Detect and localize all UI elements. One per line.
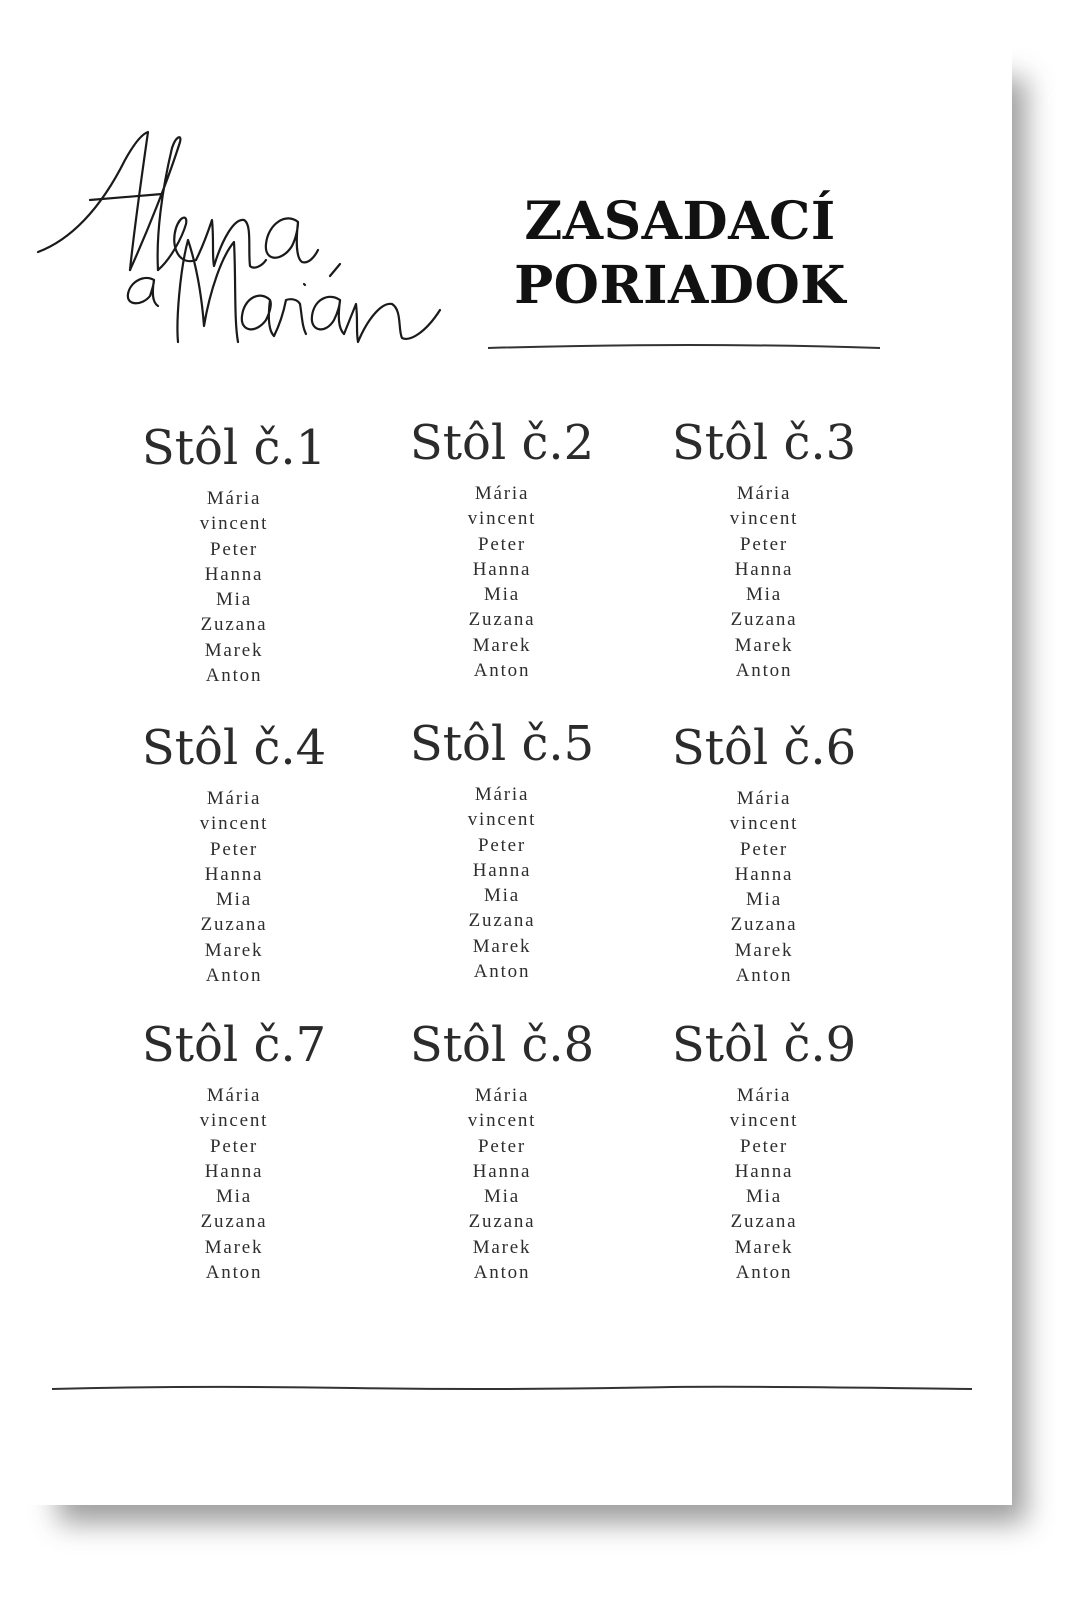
- guest-name: Hanna: [734, 863, 794, 885]
- guest-name: Anton: [735, 965, 793, 987]
- guest-name: Marek: [734, 1236, 794, 1258]
- table-title: Stôl č.9: [671, 1017, 857, 1073]
- guest-name: vincent: [199, 1110, 269, 1132]
- guest-name: Hanna: [204, 1160, 264, 1182]
- guest-name: Anton: [473, 1262, 531, 1284]
- guest-list: [382, 481, 622, 683]
- table-title: Stôl č.8: [409, 1017, 595, 1073]
- table-block: [382, 415, 622, 683]
- table-block: [114, 420, 354, 688]
- table-block: [644, 1017, 884, 1285]
- guest-name: Anton: [205, 965, 263, 987]
- guest-name: Mia: [483, 885, 520, 907]
- seating-plan-title: [490, 190, 870, 318]
- guest-name: Mária: [736, 1085, 792, 1106]
- guest-list: [114, 1083, 354, 1285]
- guest-name: Marek: [204, 939, 264, 961]
- guest-name: Anton: [473, 660, 531, 682]
- table-block: [382, 716, 622, 984]
- guest-name: Anton: [735, 1262, 793, 1284]
- guest-name: Anton: [473, 961, 531, 983]
- guest-name: Mia: [215, 1186, 252, 1208]
- guest-name: Hanna: [204, 863, 264, 885]
- guest-name: vincent: [467, 508, 537, 530]
- guest-name: Zuzana: [200, 1211, 268, 1233]
- guest-list: [644, 481, 884, 683]
- guest-list: [382, 1083, 622, 1285]
- guest-name: Zuzana: [730, 1211, 798, 1233]
- guest-name: Mia: [215, 889, 252, 911]
- guest-name: Peter: [209, 1135, 259, 1157]
- guest-name: Mária: [474, 784, 530, 805]
- guest-name: Peter: [477, 1135, 527, 1157]
- guest-name: Mária: [206, 788, 262, 809]
- guest-name: Marek: [472, 634, 532, 656]
- couple-names-script: [30, 120, 450, 360]
- guest-name: Anton: [205, 1262, 263, 1284]
- guest-name: Mia: [215, 589, 252, 611]
- guest-name: Mia: [745, 584, 782, 606]
- guest-name: Anton: [735, 660, 793, 682]
- guest-name: vincent: [199, 513, 269, 535]
- guest-name: Mia: [483, 1186, 520, 1208]
- bottom-divider: [52, 1380, 972, 1396]
- guest-name: vincent: [729, 1110, 799, 1132]
- guest-name: Peter: [209, 838, 259, 860]
- guest-list: [114, 486, 354, 688]
- table-title: Stôl č.2: [409, 415, 595, 471]
- table-block: [382, 1017, 622, 1285]
- table-title: Stôl č.6: [671, 720, 857, 776]
- guest-name: Peter: [739, 838, 789, 860]
- guest-name: Marek: [204, 1236, 264, 1258]
- guest-list: [114, 786, 354, 988]
- guest-list: [644, 1083, 884, 1285]
- guest-name: Hanna: [734, 1160, 794, 1182]
- guest-name: Anton: [205, 665, 263, 687]
- guest-name: Mia: [483, 584, 520, 606]
- guest-name: Marek: [734, 634, 794, 656]
- title-underline: [488, 340, 880, 354]
- guest-name: vincent: [467, 809, 537, 831]
- guest-name: Peter: [477, 834, 527, 856]
- guest-name: Hanna: [734, 558, 794, 580]
- guest-list: [382, 782, 622, 984]
- table-block: [644, 720, 884, 988]
- guest-name: Peter: [477, 533, 527, 555]
- table-block: [114, 720, 354, 988]
- table-title: Stôl č.5: [409, 716, 595, 772]
- guest-list: [644, 786, 884, 988]
- table-block: [644, 415, 884, 683]
- table-title: Stôl č.7: [141, 1017, 327, 1073]
- guest-name: vincent: [467, 1110, 537, 1132]
- guest-name: Zuzana: [200, 914, 268, 936]
- guest-name: Peter: [739, 1135, 789, 1157]
- guest-name: Marek: [204, 639, 264, 661]
- guest-name: Zuzana: [730, 609, 798, 631]
- guest-name: vincent: [729, 813, 799, 835]
- guest-name: Peter: [739, 533, 789, 555]
- guest-name: Zuzana: [468, 1211, 536, 1233]
- table-title: Stôl č.3: [671, 415, 857, 471]
- table-title: Stôl č.4: [141, 720, 327, 776]
- guest-name: Mária: [206, 488, 262, 509]
- title-line-1: ZASADACÍ: [524, 191, 836, 252]
- guest-name: Zuzana: [468, 910, 536, 932]
- guest-name: Hanna: [472, 859, 532, 881]
- table-block: [114, 1017, 354, 1285]
- guest-name: Marek: [734, 939, 794, 961]
- title-line-2: PORIADOK: [514, 255, 846, 316]
- guest-name: Mária: [736, 483, 792, 504]
- guest-name: Hanna: [204, 563, 264, 585]
- guest-name: vincent: [729, 508, 799, 530]
- guest-name: Mária: [736, 788, 792, 809]
- guest-name: Mária: [206, 1085, 262, 1106]
- guest-name: Mia: [745, 889, 782, 911]
- guest-name: Zuzana: [200, 614, 268, 636]
- guest-name: Zuzana: [730, 914, 798, 936]
- guest-name: vincent: [199, 813, 269, 835]
- table-title: Stôl č.1: [141, 420, 327, 476]
- guest-name: Marek: [472, 1236, 532, 1258]
- guest-name: Peter: [209, 538, 259, 560]
- guest-name: Mária: [474, 1085, 530, 1106]
- guest-name: Hanna: [472, 1160, 532, 1182]
- guest-name: Mária: [474, 483, 530, 504]
- guest-name: Marek: [472, 935, 532, 957]
- guest-name: Zuzana: [468, 609, 536, 631]
- guest-name: Hanna: [472, 558, 532, 580]
- guest-name: Mia: [745, 1186, 782, 1208]
